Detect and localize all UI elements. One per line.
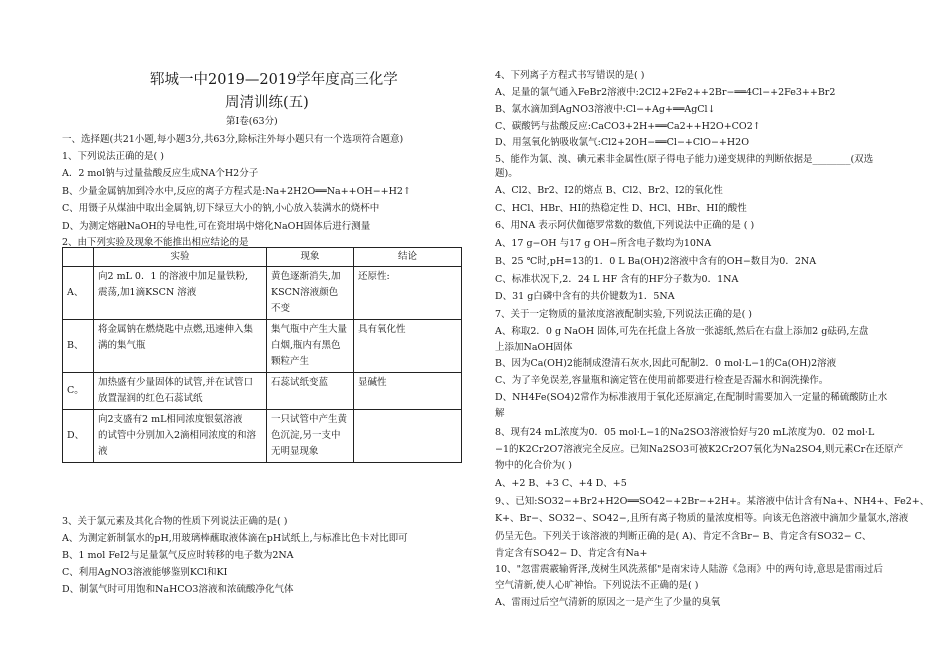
- text-line: D、用氢氧化钠吸收氯气:Cl2+2OH−══Cl−+ClO−+H2O: [495, 137, 750, 148]
- q1-option-a: A．2 mol钠与过量盐酸反应生成NA个H2分子: [62, 168, 259, 179]
- text-line: 一、选择题(共21小题,每小题3分,共63分,除标注外每小题只有一个选项符合题意): [62, 134, 404, 145]
- text-line: 题)。: [495, 168, 518, 179]
- text-line: 仍呈无色。下列关于该溶液的判断正确的是( A)、肯定不含Br− B、肯定含有SO32− C、: [495, 531, 872, 542]
- table-row: [63, 267, 462, 320]
- cell-line: 满的集气瓶: [98, 340, 146, 351]
- text-line: 7、关于一定物质的量浓度溶液配制实验,下列说法正确的是( ): [495, 309, 752, 320]
- experiment-cell: [94, 373, 267, 410]
- text-line: 空气清新,使人心旷神怡。下列说法不正确的是( ): [495, 580, 699, 591]
- row-label: D、: [63, 410, 94, 463]
- question-2: 2、由下列实验及现象不能推出相应结论的是: [62, 237, 249, 248]
- experiment-table: [62, 247, 462, 463]
- text-line: C、标准状况下,2．24 L HF 含有的HF分子数为0．1NA: [495, 274, 739, 285]
- table-header-row: [63, 248, 462, 267]
- cell-line: KSCN溶液颜色: [271, 287, 339, 298]
- cell-line: 色沉淀,另一支中: [271, 430, 341, 441]
- text-line: 物中的化合价为( ): [495, 460, 572, 471]
- exam-title: 郓城一中2019—2019学年度高三化学: [150, 72, 398, 88]
- q3-option-a: A、为测定新制氯水的pH,用玻璃棒蘸取液体滴在pH试纸上,与标准比色卡对比即可: [62, 533, 408, 544]
- text-line: A、Cl2、Br2、I2的熔点 B、Cl2、Br2、I2的氧化性: [495, 185, 723, 196]
- text-line: A、称取2．0 g NaOH 固体,可先在托盘上各放一张滤纸,然后在右盘上添加2 g砝码,左盘: [495, 326, 869, 337]
- text-line: B、因为Ca(OH)2能制成澄清石灰水,因此可配制2．0 mol·L−1的Ca(OH)2溶液: [495, 358, 837, 369]
- text-line: A、+2 B、+3 C、+4 D、+5: [495, 478, 627, 489]
- q3-option-d: D、制氯气时可用饱和NaHCO3溶液和浓硫酸净化气体: [62, 584, 294, 595]
- cell-line: 显碱性: [358, 377, 387, 388]
- cell-line: 的试管中分别加入2滴相同浓度的和溶: [98, 430, 257, 441]
- text-line: 10、"忽雷震霰输胥泽,茂树生风洗蒸郁"是南宋诗人陆游《急雨》中的两句诗,意思是雷雨过后: [495, 564, 883, 575]
- question-1: 1、下列说法正确的是( ): [62, 151, 164, 162]
- cell-line: 具有氧化性: [358, 324, 406, 335]
- phenomenon-cell: [267, 267, 354, 320]
- text-line: D、NH4Fe(SO4)2常作为标准液用于氧化还原滴定,在配制时需要加入一定量的稀硫酸防止水: [495, 392, 888, 403]
- phenomenon-cell: [267, 320, 354, 373]
- cell-line: 将金属钠在燃烧匙中点燃,迅速伸入集: [98, 324, 254, 335]
- table-header: 实验: [94, 248, 267, 267]
- cell-line: 还原性:: [358, 271, 390, 282]
- cell-line: 液: [98, 446, 108, 457]
- cell-line: 不变: [271, 303, 291, 314]
- cell-line: 无明显现象: [271, 446, 319, 457]
- row-label: A、: [63, 267, 94, 320]
- cell-line: 集气瓶中产生大量: [271, 324, 348, 335]
- table-header: 现象: [267, 248, 354, 267]
- phenomenon-cell: [267, 410, 354, 463]
- cell-line: 向2 mL 0．1 的溶液中加足量铁粉,: [98, 271, 249, 282]
- text-line: 解: [495, 408, 505, 419]
- table-row: [63, 410, 462, 463]
- phenomenon-cell: [267, 373, 354, 410]
- row-label: C。: [63, 373, 94, 410]
- cell-line: 向2支盛有2 mL相同浓度银氨溶液: [98, 414, 243, 425]
- q1-option-d: D、为测定熔融NaOH的导电性,可在瓷坩埚中熔化NaOH固体后进行测量: [62, 221, 371, 232]
- table-header: 结论: [354, 248, 462, 267]
- text-line: −1的K2Cr2O7溶液完全反应。已知Na2SO3可被K2Cr2O7氧化为Na2SO4,则元素Cr在还原产: [495, 444, 904, 455]
- q1-option-b: B、少量金属钠加到冷水中,反应的离子方程式是:Na+2H2O══Na++OH−+H2↑: [62, 186, 411, 197]
- text-line: C、HCl、HBr、HI的热稳定性 D、HCl、HBr、HI的酸性: [495, 203, 747, 214]
- table-header: [63, 248, 94, 267]
- q3-option-b: B、1 mol FeI2与足量氯气反应时转移的电子数为2NA: [62, 550, 294, 561]
- text-line: 肯定含有SO42− D、肯定含有Na+: [495, 548, 648, 559]
- text-line: 5、能作为氯、溴、碘元素非金属性(原子得电子能力)递变规律的判断依据是________(双选: [495, 154, 874, 165]
- exam-subtitle: 周清训练(五): [225, 95, 309, 111]
- text-line: C、碳酸钙与盐酸反应:CaCO3+2H+══Ca2++H2O+CO2↑: [495, 121, 761, 132]
- conclusion-cell: [354, 320, 462, 373]
- table-row: [63, 373, 462, 410]
- cell-line: 颗粒产生: [271, 356, 310, 367]
- cell-line: 一只试管中产生黄: [271, 414, 348, 425]
- text-line: B、氯水滴加到AgNO3溶液中:Cl−+Ag+══AgCl↓: [495, 104, 716, 115]
- question-3: 3、关于氯元素及其化合物的性质下列说法正确的是( ): [62, 516, 288, 527]
- row-label: B、: [63, 320, 94, 373]
- conclusion-cell: [354, 267, 462, 320]
- text-line: C、为了辛免误差,容量瓶和滴定管在使用前都要进行检查是否漏水和润洗操作。: [495, 375, 829, 386]
- text-line: 上添加NaOH固体: [495, 342, 573, 353]
- text-line: 8、现有24 mL浓度为0．05 mol·L−1的Na2SO3溶液恰好与20 mL浓度为0．02 mol·L: [495, 427, 875, 438]
- cell-line: 石蕊试纸变蓝: [271, 377, 329, 388]
- conclusion-cell: [354, 373, 462, 410]
- text-line: 6、用NA 表示阿伏伽德罗常数的数值,下列说法中正确的是 ( ): [495, 220, 755, 231]
- cell-line: 加热盛有少量固体的试管,并在试管口: [98, 377, 254, 388]
- experiment-cell: [94, 267, 267, 320]
- text-line: D、31 g白磷中含有的共价键数为1．5NA: [495, 291, 675, 302]
- cell-line: 黄色逐渐消失,加: [271, 271, 341, 282]
- text-line: 9、、已知:SO32−+Br2+H2O══SO42−+2Br−+2H+。某溶液中估计含有Na+、NH4+、Fe2+、: [495, 496, 930, 507]
- cell-line: 震荡,加1滴KSCN 溶液: [98, 287, 197, 298]
- experiment-cell: [94, 410, 267, 463]
- text-line: 4、下列离子方程式书写错误的是( ): [495, 70, 645, 81]
- text-line: A、17 g−OH 与17 g OH−所含电子数均为10NA: [495, 238, 712, 249]
- text-line: A、雷雨过后空气清新的原因之一是产生了少量的臭氧: [495, 597, 721, 608]
- volume-label: 第Ⅰ卷(63分): [226, 116, 278, 127]
- conclusion-cell: [354, 410, 462, 463]
- cell-line: 放置湿润的红色石蕊试纸: [98, 393, 203, 404]
- cell-line: 白烟,瓶内有黑色: [271, 340, 341, 351]
- text-line: K+、Br−、SO32−、SO42−,且所有离子物质的量浓度相等。向该无色溶液中滴加少量氯水,溶液: [495, 513, 909, 524]
- table-row: [63, 320, 462, 373]
- q1-option-c: C、用镊子从煤油中取出金属钠,切下绿豆大小的钠,小心放入装满水的烧杯中: [62, 203, 380, 214]
- q3-option-c: C、利用AgNO3溶液能够鉴别KCl和KI: [62, 567, 228, 578]
- experiment-cell: [94, 320, 267, 373]
- text-line: A、足量的氯气通入FeBr2溶液中:2Cl2+2Fe2++2Br−══4Cl−+2Fe3++Br2: [495, 87, 836, 98]
- text-line: B、25 ℃时,pH=13的1．0 L Ba(OH)2溶液中含有的OH−数目为0．2NA: [495, 256, 817, 267]
